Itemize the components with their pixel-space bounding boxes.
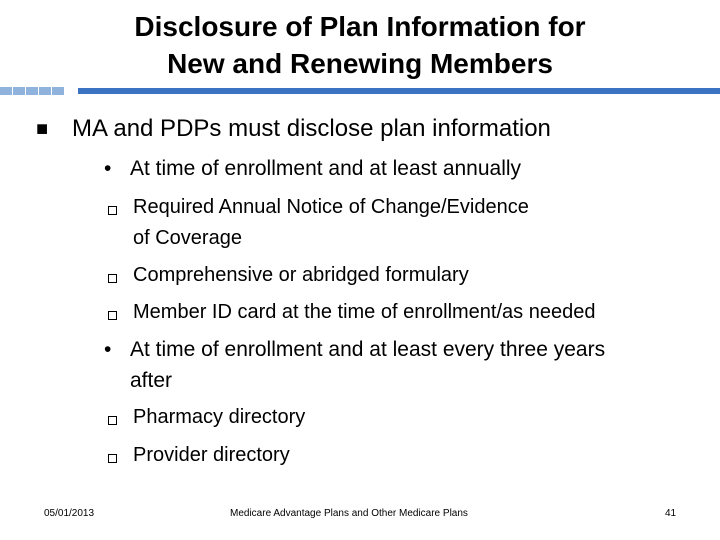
- hollow-square-bullet-icon: [108, 206, 117, 215]
- list-item-text: of Coverage: [133, 227, 242, 249]
- slide-title: [70, 8, 650, 82]
- divider-block: [39, 87, 51, 95]
- divider-block: [26, 87, 38, 95]
- title-line-1: Disclosure of Plan Information for: [134, 11, 586, 42]
- dot-bullet-icon: •: [104, 338, 112, 361]
- dot-bullet-icon: •: [104, 157, 112, 180]
- footer-page-number: 41: [665, 508, 677, 519]
- list-item-text: Member ID card at the time of enrollment/as needed: [133, 301, 596, 323]
- sub-bullet-annual-text: At time of enrollment and at least annually: [130, 157, 522, 180]
- title-line-2: New and Renewing Members: [167, 48, 553, 79]
- list-item-text: Comprehensive or abridged formulary: [133, 264, 469, 286]
- hollow-square-bullet-icon: [108, 274, 117, 283]
- list-item-text: Pharmacy directory: [133, 406, 306, 428]
- list-item-text: Required Annual Notice of Change/Evidence: [133, 196, 529, 218]
- divider-block: [0, 87, 12, 95]
- divider-bar: [78, 88, 720, 94]
- hollow-square-bullet-icon: [108, 416, 117, 425]
- divider-block: [13, 87, 25, 95]
- footer-date: 05/01/2013: [44, 508, 95, 519]
- list-item-text: Provider directory: [133, 444, 290, 466]
- footer-center-text: Medicare Advantage Plans and Other Medicare Plans: [230, 508, 468, 519]
- square-bullet-icon: ■: [36, 118, 49, 140]
- main-bullet-text: MA and PDPs must disclose plan information: [72, 115, 551, 142]
- hollow-square-bullet-icon: [108, 311, 117, 320]
- hollow-square-bullet-icon: [108, 454, 117, 463]
- divider-blocks: [0, 87, 65, 95]
- sub-bullet-three-years-text: At time of enrollment and at least every three years: [130, 338, 606, 361]
- divider-block: [52, 87, 64, 95]
- title-divider: [0, 87, 720, 95]
- sub-bullet-three-years-text-cont: after: [130, 369, 173, 392]
